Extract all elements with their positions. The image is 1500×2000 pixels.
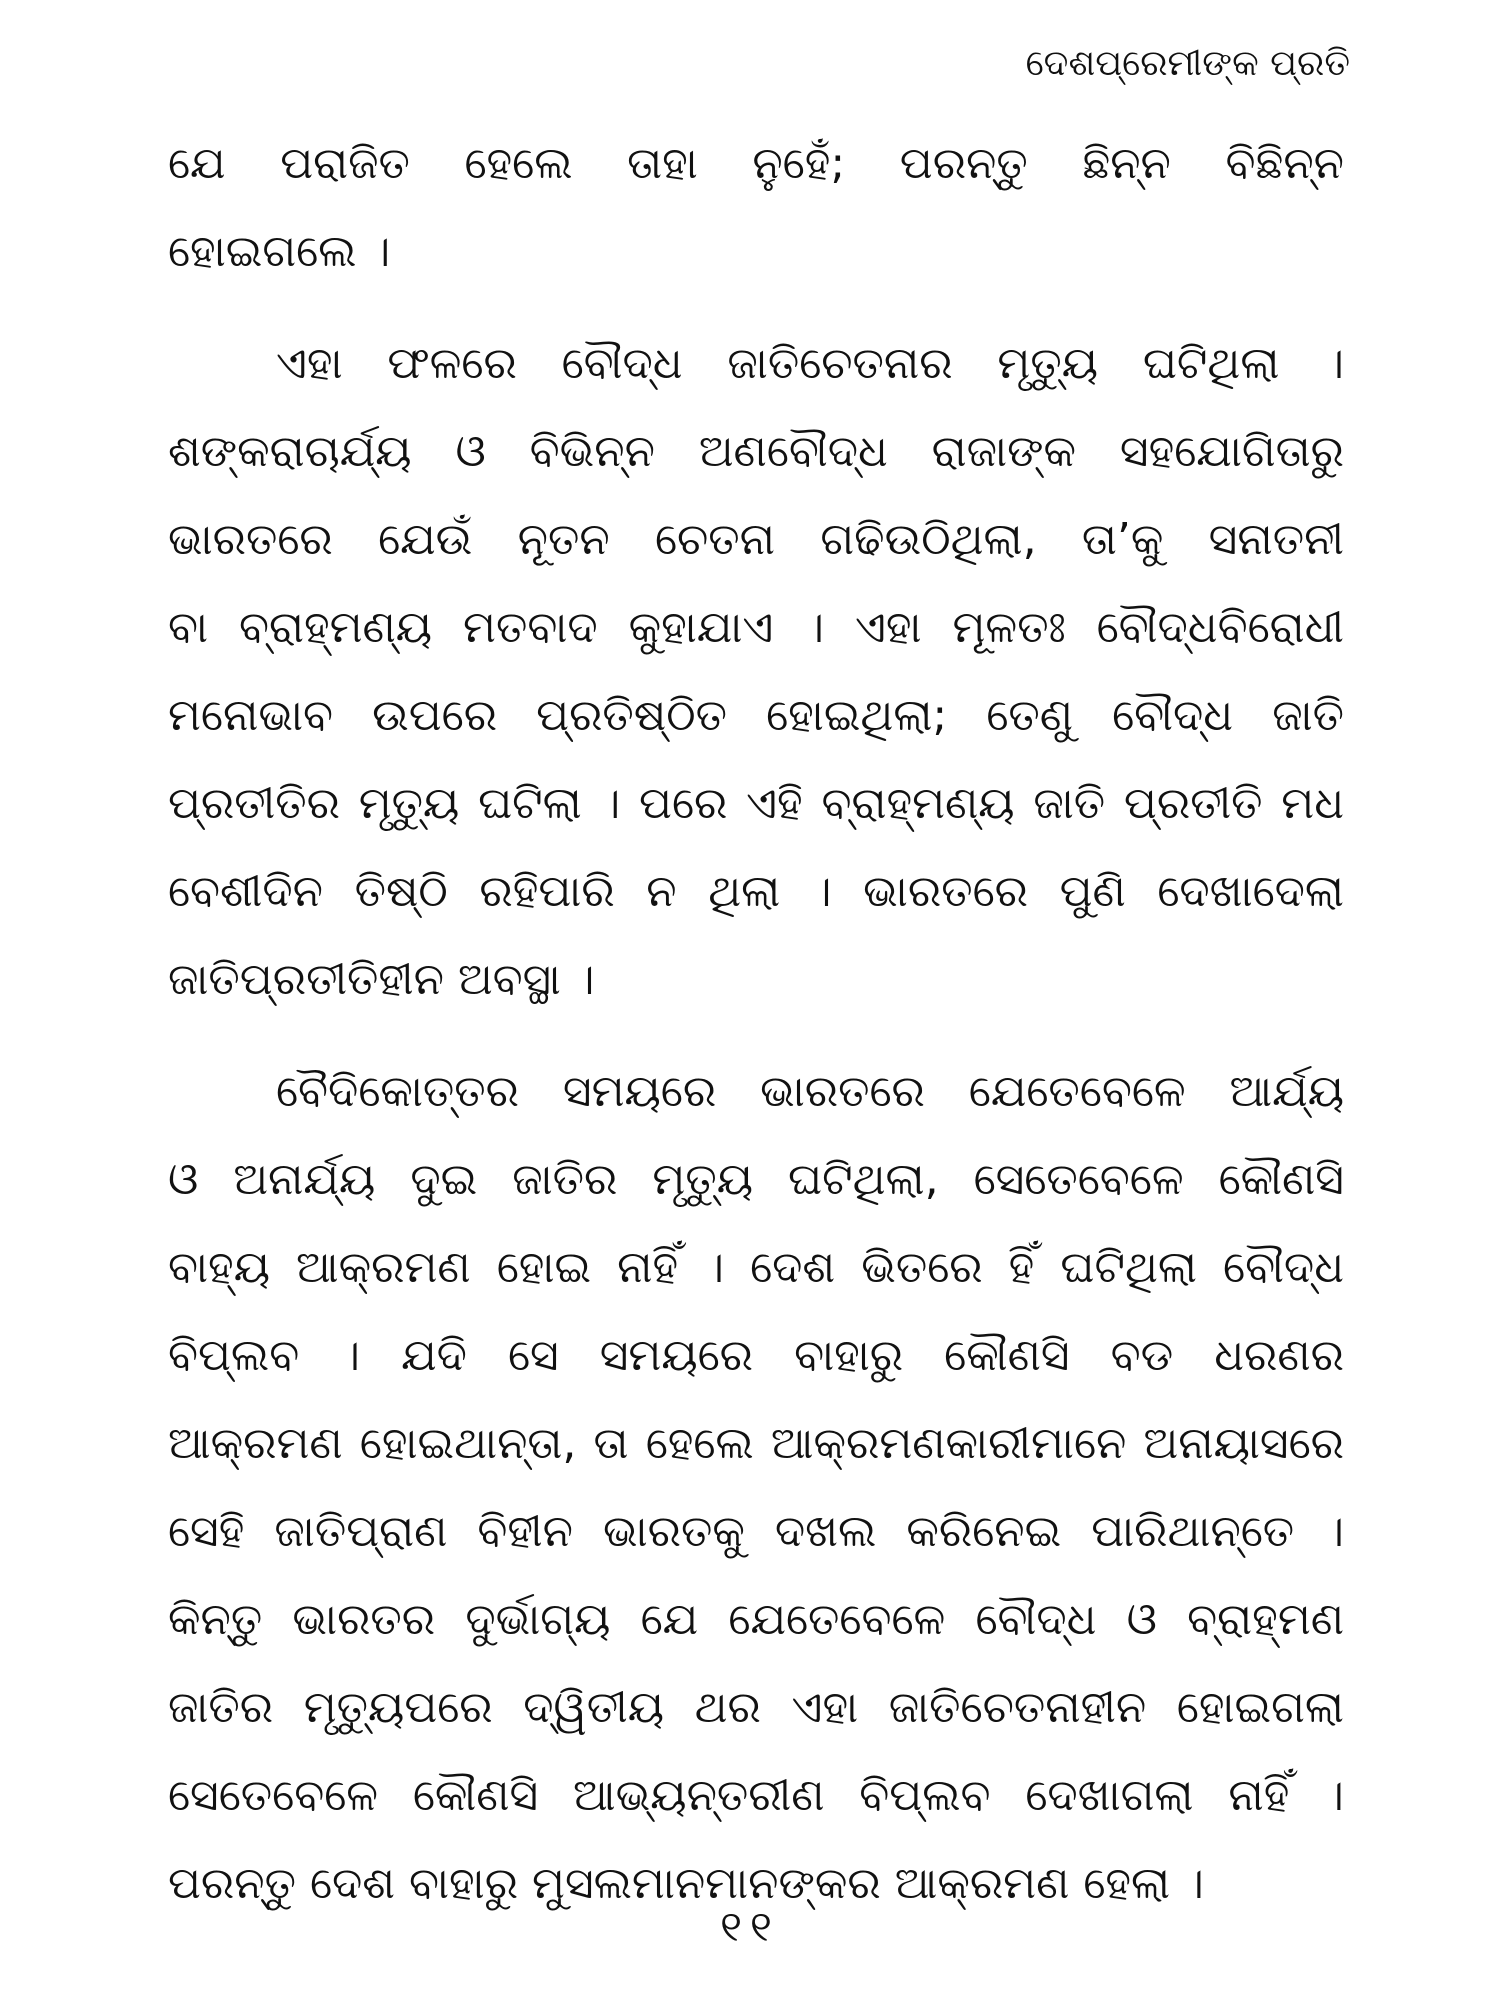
- text-line: ବା ବ୍ରାହ୍ମଣ୍ୟ ମତବାଦ କୁହାଯାଏ । ଏହା ମୂଳତଃ ବୌଦ୍ଧବିରୋଧୀ: [168, 602, 1344, 653]
- text-line: ଆକ୍ରମଣ ହୋଇଥାନ୍ତା, ତା ହେଲେ ଆକ୍ରମଣକାରୀମାନେ ଅନାୟାସରେ: [168, 1418, 1344, 1469]
- text-line: ସେତେବେଳେ କୌଣସି ଆଭ୍ୟନ୍ତରୀଣ ବିପ୍ଲବ ଦେଖାଗଲା ନାହିଁ ।: [168, 1770, 1344, 1821]
- text-line: ଯେ ପରାଜିତ ହେଲେ ତାହା ନୁହେଁ; ପରନ୍ତୁ ଛିନ୍ନ ବିଛିନ୍ନ: [168, 138, 1344, 189]
- text-line: ପରନ୍ତୁ ଦେଶ ବାହାରୁ ମୁସଲମାନମାନଙ୍କର ଆକ୍ରମଣ ହେଲା ।: [168, 1858, 1204, 1909]
- text-line: ଏହା ଫଳରେ ବୌଦ୍ଧ ଜାତିଚେତନାର ମୃତ୍ୟୁ ଘଟିଥିଲା ।: [276, 338, 1344, 389]
- body-text: [168, 120, 1344, 1928]
- text-line: ବେଶୀଦିନ ତିଷ୍ଠି ରହିପାରି ନ ଥିଲା । ଭାରତରେ ପୁଣି ଦେଖାଦେଲା: [168, 866, 1344, 917]
- text-line: ପ୍ରତୀତିର ମୃତ୍ୟୁ ଘଟିଲା । ପରେ ଏହି ବ୍ରାହ୍ମଣ୍ୟ ଜାତି ପ୍ରତୀତି ମଧ: [168, 778, 1344, 829]
- text-line: ବାହ୍ୟ ଆକ୍ରମଣ ହୋଇ ନାହିଁ । ଦେଶ ଭିତରେ ହିଁ ଘଟିଥିଲା ବୌଦ୍ଧ: [168, 1242, 1344, 1293]
- text-line: ଭାରତରେ ଯେଉଁ ନୂତନ ଚେତନା ଗଢିଉଠିଥିଲା, ତା’କୁ ସନାତନୀ: [168, 514, 1344, 565]
- text-line: ଶଙ୍କରାଚାର୍ଯ୍ୟ ଓ ବିଭିନ୍ନ ଅଣବୌଦ୍ଧ ରାଜାଙ୍କ ସହଯୋଗିତାରୁ: [168, 426, 1344, 477]
- text-line: ଜାତିର ମୃତ୍ୟୁପରେ ଦ୍ୱିତୀୟ ଥର ଏହା ଜାତିଚେତନାହୀନ ହୋଇଗଲା: [168, 1682, 1344, 1733]
- text-line: ବୈଦିକୋତ୍ତର ସମୟରେ ଭାରତରେ ଯେତେବେଳେ ଆର୍ଯ୍ୟ: [276, 1066, 1344, 1117]
- text-line: ଓ ଅନାର୍ଯ୍ୟ ଦୁଇ ଜାତିର ମୃତ୍ୟୁ ଘଟିଥିଲା, ସେତେବେଳେ କୌଣସି: [168, 1154, 1344, 1205]
- paragraph-3: [168, 1048, 1344, 1928]
- page-number: ୧୧: [720, 1902, 780, 1951]
- text-line: କିନ୍ତୁ ଭାରତର ଦୁର୍ଭାଗ୍ୟ ଯେ ଯେତେବେଳେ ବୌଦ୍ଧ ଓ ବ୍ରାହ୍ମଣ: [168, 1594, 1344, 1645]
- text-line: ହୋଇଗଲେ ।: [168, 226, 391, 277]
- paragraph-gap: [168, 296, 1344, 320]
- paragraph-1: [168, 120, 1344, 296]
- text-line: ମନୋଭାବ ଉପରେ ପ୍ରତିଷ୍ଠିତ ହୋଇଥିଲା; ତେଣୁ ବୌଦ୍ଧ ଜାତି: [168, 690, 1344, 741]
- running-header: ଦେଶପ୍ରେମୀଙ୍କ ପ୍ରତି: [1025, 43, 1350, 84]
- paragraph-gap: [168, 1024, 1344, 1048]
- text-line: ସେହି ଜାତିପ୍ରାଣ ବିହୀନ ଭାରତକୁ ଦଖଲ କରିନେଇ ପାରିଥାନ୍ତେ ।: [168, 1506, 1344, 1557]
- text-line: ଜାତିପ୍ରତୀତିହୀନ ଅବସ୍ଥା ।: [168, 954, 595, 1005]
- paragraph-2: [168, 320, 1344, 1024]
- text-line: ବିପ୍ଲବ । ଯଦି ସେ ସମୟରେ ବାହାରୁ କୌଣସି ବଡ ଧରଣର: [168, 1330, 1344, 1381]
